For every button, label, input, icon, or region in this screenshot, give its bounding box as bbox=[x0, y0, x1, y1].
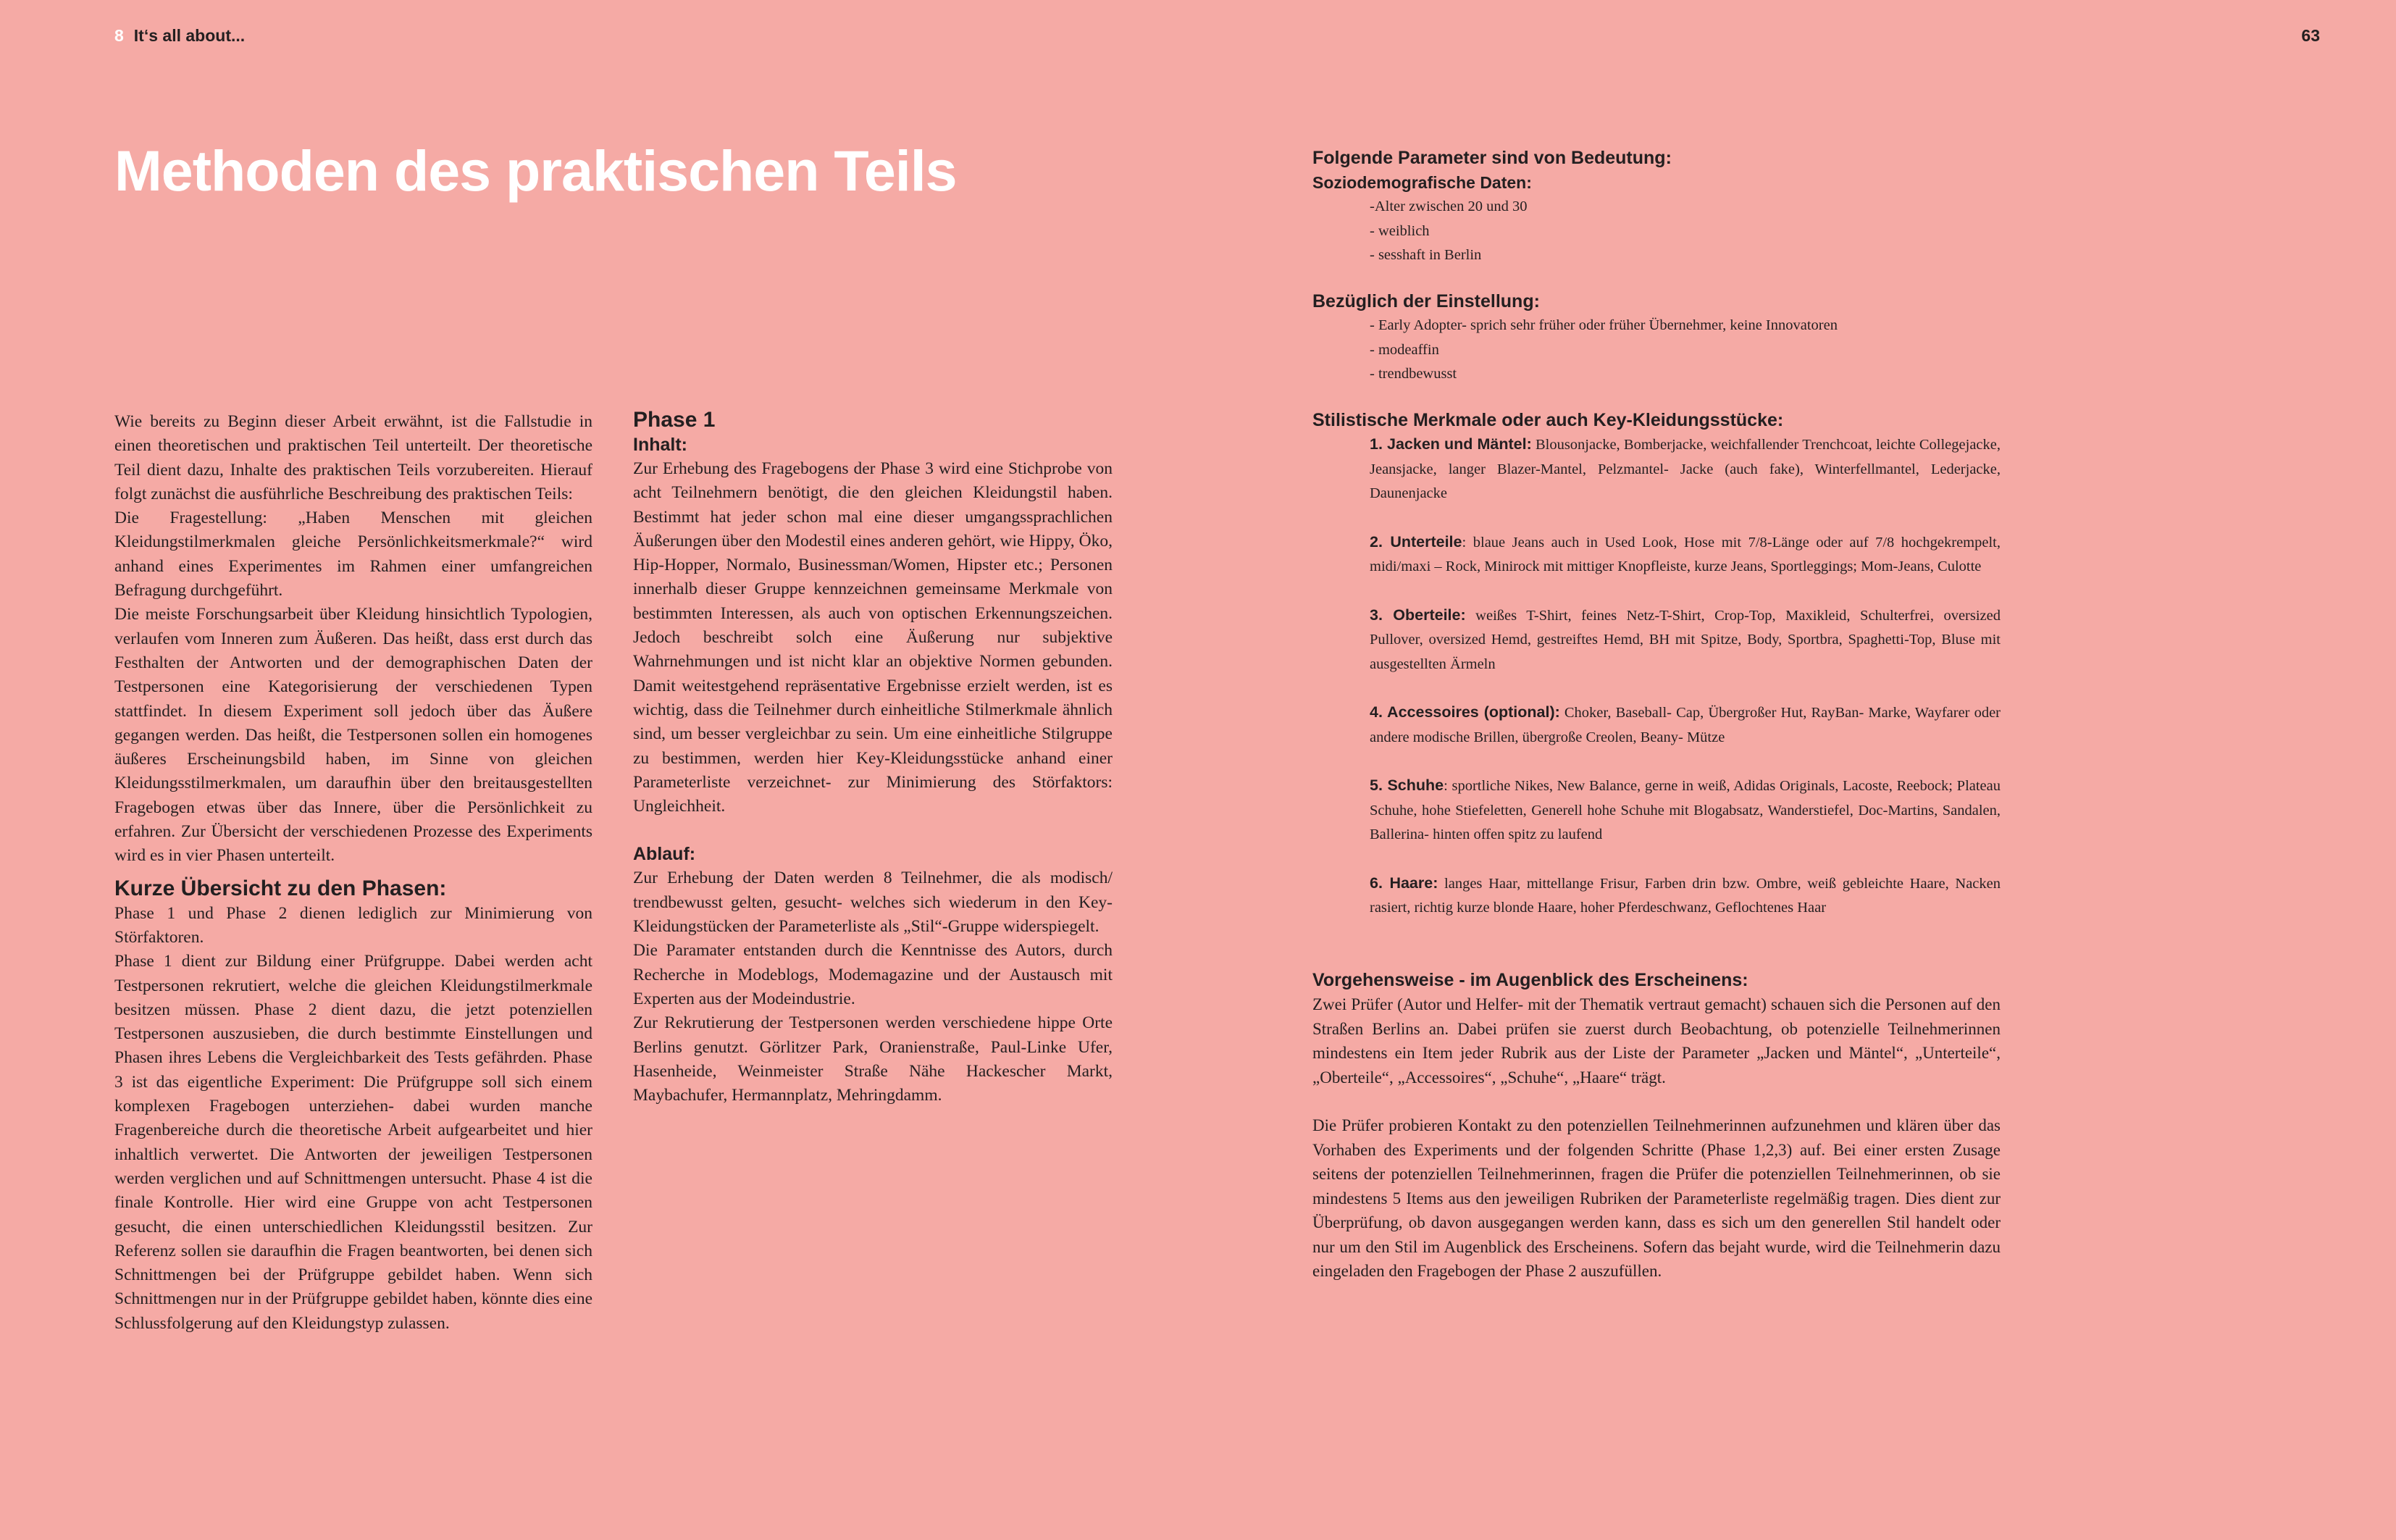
research-paragraph: Die meiste Forschungsarbeit über Kleidung hinsichtlich Typologien, verlaufen vom Inneren zum Äußeren. Das heißt, dass erst durch das Festhalten der Antworten und der demographischen Daten der Testpersonen eine Kategorisierung der verschiedenen Typen stattfindet. In diesem Experiment soll jedoch über das Äußere gegangen werden. Das heißt, die Testpersonen sollen ein homogenes äußeres Erscheinungsbild haben, im Sinne von gleichen Kleidungsstilmerkmalen, um daraufhin über den breitausgestellten Fragebogen etwas über das Innere, über die Persönlichkeit zu erfahren. Zur Übersicht der verschiedenen Prozesse des Experiments wird es in vier Phasen unterteilt. bbox=[114, 605, 592, 866]
style-item-accessoires bbox=[1312, 700, 2001, 750]
phases-overview-heading: Kurze Übersicht zu den Phasen: bbox=[114, 876, 447, 900]
phases-text-paragraph: Phase 1 dient zur Bildung einer Prüfgruppe. Dabei werden acht Testpersonen rekrutiert, welche die gleichen Kleidungstilmerkmale besitzen müssen. Phase 2 dient dazu, die jetzt potenziellen Testpersonen auszusieben, die durch bestimmte Einstellungen und Phasen ihres Lebens die Vergleichbarkeit des Tests gefährden. Phase 3 ist das eigentliche Experiment: Die Prüfgruppe soll sich einem komplexen Fragebogen unterziehen- dabei wurden manche Fragenbereiche durch die theoretische Arbeit aufgearbeitet und hier inhaltlich verwertet. Die Antworten der jeweiligen Testpersonen werden verglichen und auf Schnittmengen untersucht. Phase 4 ist die finale Kontrolle. Hier wird eine Gruppe von acht Testpersonen gesucht, die einen unterschiedlichen Kleidungsstil besitzen. Zur Referenz sollen sie daraufhin die Fragen beantworten, bei denen sich Schnittmengen bei der Prüfgruppe gebildet haben. Wenn sich Schnittmengen nur in der Prüfgruppe gebildet haben, könnte dies eine Schlussfolgerung auf den Kleidungstyp zulassen. bbox=[114, 952, 592, 1333]
ablauf-subheading: Ablauf: bbox=[633, 844, 696, 865]
column-right bbox=[1312, 146, 2001, 1284]
attitude-item: - Early Adopter- sprich sehr früher oder früher Übernehmer, keine Innovatoren bbox=[1370, 317, 1838, 333]
ablauf-paragraph-1: Zur Erhebung der Daten werden 8 Teilnehmer, die als modisch/ trendbewusst gelten, gesucht- welches sich wiederum in den Key-Kleidungstücken der Parameterliste als „Stil“-Gruppe widerspiegelt. bbox=[633, 869, 1113, 937]
style-item-text: : sportliche Nikes, New Balance, gerne in weiß, Adidas Originals, Lacoste, Reebock; Plateau Schuhe, hohe Stiefeletten, Generell hohe Schuhe mit Blogabsatz, Wanderstiefel, Doc-Martins, Sandalen, Ballerina- hinten offen spitz zu laufend bbox=[1370, 778, 2001, 842]
style-item-label: 5. Schuhe bbox=[1370, 777, 1444, 794]
style-item-text: weißes T-Shirt, feines Netz-T-Shirt, Crop-Top, Maxikleid, Schulterfrei, oversized Pullover, oversized Hemd, gestreiftes Hemd, BH mit Spitze, Body, Sportbra, Spaghetti-Top, Bluse mit ausgestellten Ärmeln bbox=[1370, 607, 2001, 672]
running-head-left bbox=[114, 26, 245, 46]
ablauf-paragraph-3: Zur Rekrutierung der Testpersonen werden verschiedene hippe Orte Berlins genutzt. Görlitzer Park, Oranienstraße, Paul-Linke Ufer, Hasenheide, Weinmeister Straße Nähe Hackescher Markt, Maybachufer, Hermannplatz, Mehringdamm. bbox=[633, 1013, 1113, 1105]
style-item-label: 3. Oberteile: bbox=[1370, 606, 1466, 624]
column-left bbox=[114, 410, 592, 1336]
phase1-heading: Phase 1 bbox=[633, 408, 716, 432]
style-item-label: 2. Unterteile bbox=[1370, 532, 1462, 551]
attitude-item: - modeaffin bbox=[1370, 341, 1439, 358]
approach-paragraph-1: Zwei Prüfer (Autor und Helfer- mit der Thematik vertraut gemacht) schauen sich die Personen auf den Straßen Berlins an. Dabei prüfen sie zuerst durch Beobachtung, ob potenzielle Teilnehmerinnen mindestens ein Item jeder Rubrik aus der Liste der Parameter „Jacken und Mäntel“, „Unterteile“, „Oberteile“, „Accessoires“, „Schuhe“, „Haare“ trägt. bbox=[1312, 995, 2001, 1087]
socio-item: - weiblich bbox=[1370, 222, 1430, 239]
attitude-list bbox=[1312, 314, 2001, 387]
style-item-schuhe bbox=[1312, 774, 2001, 848]
page-title: Methoden des praktischen Teils bbox=[114, 138, 957, 203]
phases-intro-paragraph: Phase 1 und Phase 2 dienen lediglich zur Minimierung von Störfaktoren. bbox=[114, 903, 592, 947]
style-item-unterteile bbox=[1312, 530, 2001, 579]
inhalt-subheading: Inhalt: bbox=[633, 435, 687, 455]
column-middle bbox=[633, 407, 1113, 1108]
socio-item: -Alter zwischen 20 und 30 bbox=[1370, 198, 1528, 214]
approach-paragraph-2: Die Prüfer probieren Kontakt zu den potenziellen Teilnehmerinnen aufzunehmen und klären über das Vorhaben des Experiments und der folgenden Schritte (Phase 1,2,3) auf. Bei einer ersten Zusage seitens der potenziellen Teilnehmerinnen, fragen die Prüfer die potenziellen Teilnehmerinnen, ob sie mindestens 5 Items aus den jeweiligen Rubriken der Parameterliste regelmäßig tragen. Dies dient zur Überprüfung, ob davon ausgegangen werden kann, dass es sich um den generellen Stil handelt oder nur um den Stil im Augenblick des Erscheinens. Sofern das bejaht wurde, wird die Teilnehmerin dazu eingeladen den Fragebogen der Phase 2 auszufüllen. bbox=[1312, 1116, 2001, 1280]
style-item-haare bbox=[1312, 871, 2001, 921]
style-item-jacken bbox=[1312, 432, 2001, 506]
style-item-text: : blaue Jeans auch in Used Look, Hose mit 7/8-Länge oder auf 7/8 hochgekrempelt, midi/maxi – Rock, Minirock mit mittiger Knopfleiste, kurze Jeans, Sportleggings; Mom-Jeans, Culotte bbox=[1370, 534, 2001, 574]
style-item-label: 1. Jacken und Mäntel: bbox=[1370, 435, 1532, 453]
inhalt-paragraph: Zur Erhebung des Fragebogens der Phase 3 wird eine Stichprobe von acht Teilnehmern benötigt, die den gleichen Kleidungstil haben. Bestimmt hat jeder schon mal eine dieser umgangssprachlichen Äußerungen über den Modestil eines anderen gehört, wie Hippy, Öko, Hip-Hopper, Normalo, Businessman/Women, Hipster etc.; Personen innerhalb dieser Gruppe kennzeichnen gemeinsame Merkmale von bestimmten Interessen, als auch von optischen Erkennungszeichen. Jedoch beschreibt solch eine Äußerung nur subjektive Wahrnehmungen und ist nicht klar an objektive Normen gebunden. Damit weitestgehend repräsentative Ergebnisse erzielt werden, ist es wichtig, dass die Teilnehmer durch einheitliche Stilmerkmale ähnlich sind, um besser vergleichbar zu sein. Um eine einheitliche Stilgruppe zu bestimmen, werden hier Key-Kleidungsstücke anhand einer Parameterliste verzeichnet- zur Minimierung des Störfaktors: Ungleichheit. bbox=[633, 459, 1113, 816]
style-heading: Stilistische Merkmale oder auch Key-Kleidungsstücke: bbox=[1312, 409, 1784, 430]
socio-heading: Soziodemografische Daten: bbox=[1312, 172, 1532, 192]
chapter-title: It‘s all about... bbox=[133, 26, 246, 45]
attitude-heading: Bezüglich der Einstellung: bbox=[1312, 290, 1540, 311]
intro-paragraph: Wie bereits zu Beginn dieser Arbeit erwähnt, ist die Fallstudie in einen theoretischen und praktischen Teil unterteilt. Der theoretische Teil dient dazu, Inhalte des praktischen Teils vorzubereiten. Hierauf folgt zunächst die ausführliche Beschreibung des praktischen Teils: bbox=[114, 412, 592, 503]
right-page-number: 63 bbox=[2301, 26, 2320, 45]
approach-heading: Vorgehensweise - im Augenblick des Erscheinens: bbox=[1312, 969, 1748, 990]
attitude-item: - trendbewusst bbox=[1370, 366, 1457, 382]
style-item-label: 6. Haare: bbox=[1370, 874, 1438, 892]
question-paragraph: Die Fragestellung: „Haben Menschen mit gleichen Kleidungstilmerkmalen gleiche Persönlichkeitsmerkmale?“ wird anhand eines Experimentes im Rahmen einer umfangreichen Befragung durchgeführt. bbox=[114, 509, 592, 600]
style-item-text: langes Haar, mittellange Frisur, Farben drin bzw. Ombre, weiß gebleichte Haare, Nacken rasiert, richtig kurze blonde Haare, hoher Pferdeschwanz, Geflochtenes Haar bbox=[1370, 875, 2001, 916]
socio-item: - sesshaft in Berlin bbox=[1370, 247, 1482, 263]
style-item-label: 4. Accessoires (optional): bbox=[1370, 703, 1560, 721]
style-item-oberteile bbox=[1312, 603, 2001, 677]
ablauf-paragraph-2: Die Paramater entstanden durch die Kenntnisse des Autors, durch Recherche in Modeblogs, Modemagazine und der Austausch mit Experten aus der Modeindustrie. bbox=[633, 941, 1113, 1008]
style-item-text: Choker, Baseball- Cap, Übergroßer Hut, RayBan- Marke, Wayfarer oder andere modische Brillen, übergroße Creolen, Beany- Mütze bbox=[1370, 705, 2001, 745]
style-item-text: Blousonjacke, Bomberjacke, weichfallender Trenchcoat, leichte Collegejacke, Jeansjacke, langer Blazer-Mantel, Pelzmantel- Jacke (auch fake), Winterfellmantel, Lederjacke, Daunenjacke bbox=[1370, 437, 2001, 501]
params-heading: Folgende Parameter sind von Bedeutung: bbox=[1312, 148, 1672, 168]
socio-list bbox=[1312, 195, 2001, 268]
left-page-number: 8 bbox=[114, 26, 124, 45]
